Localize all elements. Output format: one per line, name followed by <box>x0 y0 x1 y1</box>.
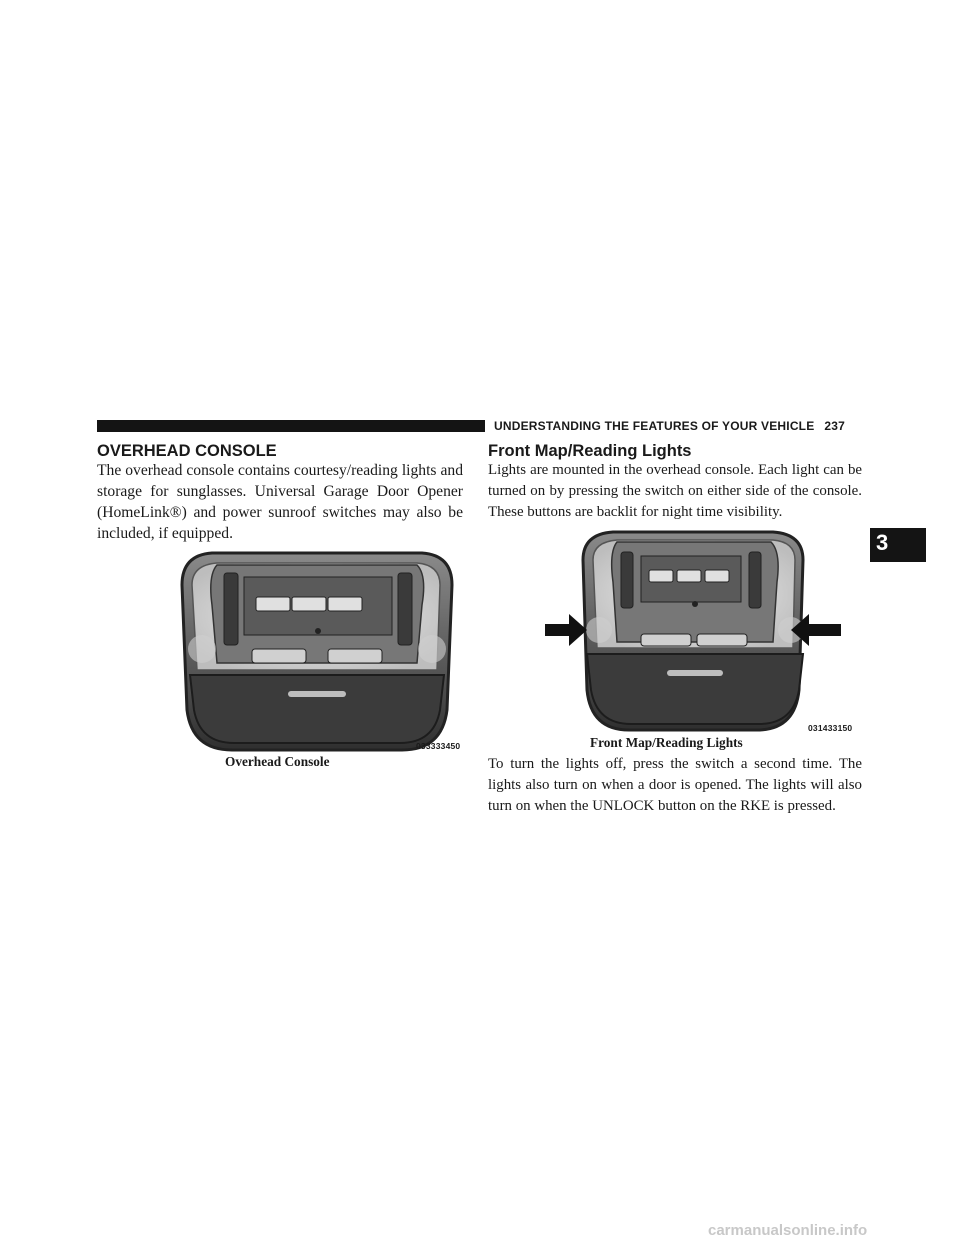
watermark: carmanualsonline.info <box>708 1222 868 1239</box>
front-map-lights-paragraph: Lights are mounted in the overhead console. Each light can be turned on by pressing the switch on either side of the console. These buttons are backlit for night time visibility. <box>488 462 862 520</box>
header-rule <box>97 420 485 432</box>
heading-overhead-console: OVERHEAD CONSOLE <box>97 442 277 460</box>
section-title: UNDERSTANDING THE FEATURES OF YOUR VEHICLE <box>494 419 815 433</box>
figure-caption: Overhead Console <box>225 754 330 769</box>
heading-front-map-reading-lights: Front Map/Reading Lights <box>488 442 692 460</box>
section-tab-label: 3 <box>876 530 889 555</box>
figure-caption: Front Map/Reading Lights <box>590 735 743 750</box>
overhead-console-paragraph: The overhead console contains courtesy/reading lights and storage for sunglasses. Universal Garage Door Opener (HomeLink®) and power sunroof switches may also be included, if equipped. <box>97 462 463 542</box>
figure-code: 033333450 <box>416 741 461 751</box>
figure-code: 031433150 <box>808 723 853 733</box>
front-map-reading-lights-illustration <box>545 530 865 736</box>
lights-off-paragraph: To turn the lights off, press the switch a second time. The lights also turn on when a door is opened. The lights will also turn on when the UNLOCK button on the RKE is pressed. <box>488 756 862 814</box>
running-header <box>494 419 845 433</box>
page-number: 237 <box>824 419 846 433</box>
overhead-console-illustration <box>172 545 462 755</box>
arrow-right-icon <box>545 614 587 646</box>
